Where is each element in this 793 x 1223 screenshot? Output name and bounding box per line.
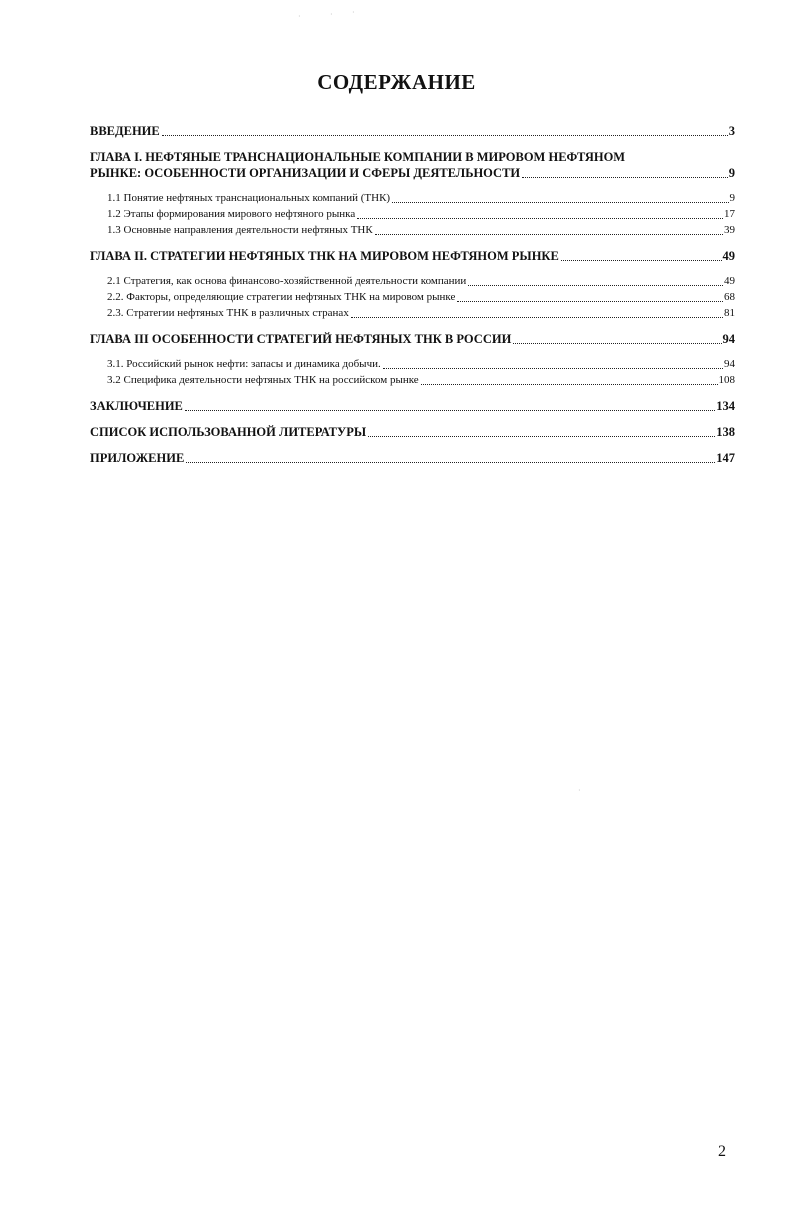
toc-entry-ch1[interactable]: [90, 165, 735, 181]
toc-page-number: 9: [729, 192, 735, 204]
scan-speck: ·: [330, 10, 333, 19]
toc-entry-text: 3.1. Российский рынок нефти: запасы и динамика добычи.: [107, 358, 381, 370]
toc-entry-text: ЗАКЛЮЧЕНИЕ: [90, 399, 183, 413]
dot-leader: [468, 279, 723, 286]
dot-leader: [368, 430, 715, 437]
toc-entry-1-1[interactable]: [90, 191, 735, 206]
toc-page-number: 49: [724, 275, 735, 287]
toc-entry-text: РЫНКЕ: ОСОБЕННОСТИ ОРГАНИЗАЦИИ И СФЕРЫ ДЕЯТЕЛЬНОСТИ: [90, 166, 521, 180]
toc-entry-1-2[interactable]: [90, 207, 735, 222]
toc-entry-intro[interactable]: [90, 123, 735, 139]
table-of-contents: [90, 123, 735, 466]
toc-entry-3-1[interactable]: [90, 357, 735, 372]
toc-page-number: 49: [722, 249, 735, 263]
toc-page-number: 147: [716, 451, 735, 465]
scan-speck: ·: [352, 8, 355, 17]
toc-page-number: 39: [724, 224, 735, 236]
dot-leader: [513, 337, 721, 344]
dot-leader: [522, 171, 728, 178]
toc-entry-ch3[interactable]: [90, 331, 735, 347]
toc-entry-text: ГЛАВА II. СТРАТЕГИИ НЕФТЯНЫХ ТНК НА МИРОВОМ НЕФТЯНОМ РЫНКЕ: [90, 249, 559, 263]
toc-entry-text: 2.2. Факторы, определяющие стратегии нефтяных ТНК на мировом рынке: [107, 291, 456, 303]
toc-entry-appendix[interactable]: [90, 450, 735, 466]
toc-entry-text: 2.3. Стратегии нефтяных ТНК в различных странах: [107, 307, 349, 319]
dot-leader: [561, 254, 722, 261]
toc-entry-ch1-line1[interactable]: ГЛАВА I. НЕФТЯНЫЕ ТРАНСНАЦИОНАЛЬНЫЕ КОМПАНИИ В МИРОВОМ НЕФТЯНОМ: [90, 150, 626, 164]
toc-page-number: 94: [722, 332, 735, 346]
toc-page-number: 108: [718, 374, 735, 386]
toc-entry-references[interactable]: [90, 424, 735, 440]
dot-leader: [421, 378, 718, 385]
toc-entry-text: 1.3 Основные направления деятельности нефтяных ТНК: [107, 224, 373, 236]
toc-page-number: 134: [716, 399, 735, 413]
toc-entry-conclusion[interactable]: [90, 398, 735, 414]
dot-leader: [383, 362, 723, 369]
page-number: 2: [718, 1143, 726, 1160]
toc-entry-text: 1.1 Понятие нефтяных транснациональных компаний (ТНК): [107, 192, 391, 204]
dot-leader: [185, 404, 715, 411]
toc-entry-2-3[interactable]: [90, 306, 735, 321]
toc-page-number: 17: [724, 208, 735, 220]
dot-leader: [457, 295, 723, 302]
toc-page-number: 81: [724, 307, 735, 319]
toc-page-number: 94: [724, 358, 735, 370]
dot-leader: [357, 212, 723, 219]
dot-leader: [186, 456, 715, 463]
dot-leader: [162, 129, 728, 136]
toc-entry-2-2[interactable]: [90, 290, 735, 305]
toc-entry-text: ВВЕДЕНИЕ: [90, 124, 160, 138]
dot-leader: [375, 228, 723, 235]
toc-entry-text: 1.2 Этапы формирования мирового нефтяного рынка: [107, 208, 356, 220]
dot-leader: [392, 196, 728, 203]
toc-page-number: 9: [728, 166, 735, 180]
scan-speck: ·: [578, 786, 581, 795]
toc-entry-1-3[interactable]: [90, 223, 735, 238]
toc-entry-text: СПИСОК ИСПОЛЬЗОВАННОЙ ЛИТЕРАТУРЫ: [90, 425, 367, 439]
toc-page-number: 138: [716, 425, 735, 439]
toc-page-number: 3: [728, 124, 735, 138]
dot-leader: [351, 311, 723, 318]
toc-page-number: 68: [724, 291, 735, 303]
toc-entry-text: 2.1 Стратегия, как основа финансово-хозяйственной деятельности компании: [107, 275, 467, 287]
scan-speck: ·: [298, 12, 301, 21]
page-title: СОДЕРЖАНИЕ: [317, 70, 476, 94]
toc-entry-text: ГЛАВА III ОСОБЕННОСТИ СТРАТЕГИЙ НЕФТЯНЫХ ТНК В РОССИИ: [90, 332, 512, 346]
toc-entry-2-1[interactable]: [90, 274, 735, 289]
toc-entry-text: ПРИЛОЖЕНИЕ: [90, 451, 185, 465]
toc-entry-3-2[interactable]: [90, 373, 735, 388]
toc-entry-ch2[interactable]: [90, 248, 735, 264]
toc-entry-text: 3.2 Специфика деятельности нефтяных ТНК на российском рынке: [107, 374, 419, 386]
